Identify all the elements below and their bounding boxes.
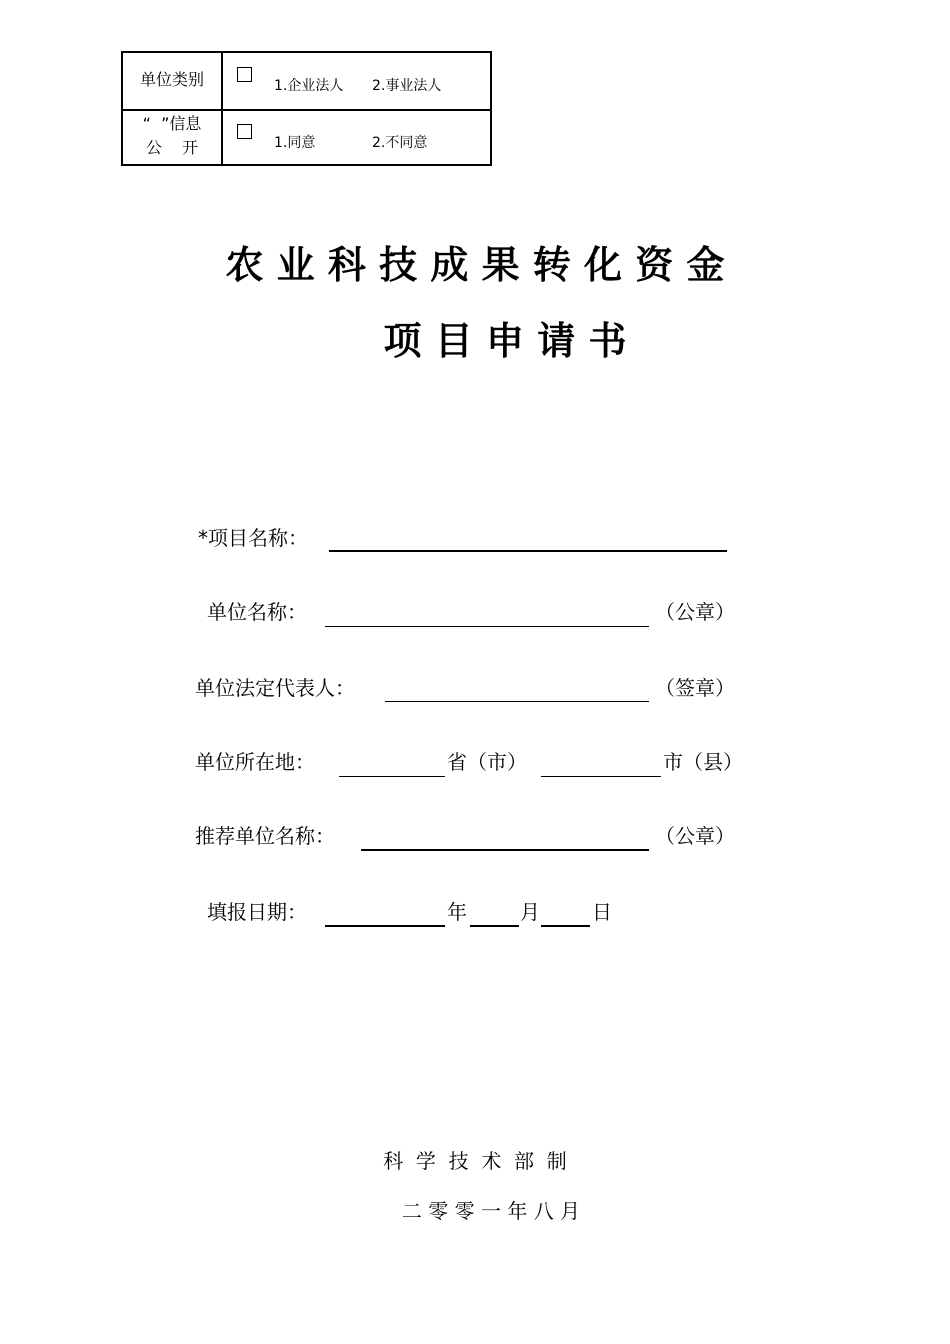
city-field[interactable] bbox=[541, 776, 661, 777]
project-name-field[interactable] bbox=[329, 550, 727, 552]
unit-type-label: 单位类别 bbox=[123, 53, 223, 109]
info-disclosure-checkbox[interactable] bbox=[237, 124, 252, 139]
date-day-suffix: 日 bbox=[592, 900, 612, 924]
unit-type-option-institution: 2.事业法人 bbox=[372, 78, 442, 94]
legal-rep-field[interactable] bbox=[385, 701, 649, 702]
unit-type-checkbox[interactable] bbox=[237, 67, 252, 82]
unit-seal-note: （公章） bbox=[655, 600, 735, 624]
info-disclosure-label-line1: “ ”信息 bbox=[142, 114, 202, 133]
date-day-field[interactable] bbox=[541, 925, 590, 927]
unit-type-option-enterprise: 1.企业法人 bbox=[274, 78, 344, 94]
info-disclosure-option-agree: 1.同意 bbox=[274, 135, 316, 151]
province-suffix: 省（市） bbox=[447, 750, 527, 774]
document-title: 农 业 科 技 成 果 转 化 资 金 bbox=[225, 243, 725, 287]
legal-rep-signature-note: （签章） bbox=[655, 676, 735, 700]
recommender-label: 推荐单位名称： bbox=[195, 824, 335, 848]
recommender-field[interactable] bbox=[361, 849, 649, 851]
document-subtitle: 项 目 申 请 书 bbox=[383, 319, 627, 363]
legal-rep-label: 单位法定代表人： bbox=[195, 676, 355, 700]
date-year-suffix: 年 bbox=[447, 900, 467, 924]
info-disclosure-option-disagree: 2.不同意 bbox=[372, 135, 428, 151]
date-month-suffix: 月 bbox=[520, 900, 540, 924]
city-suffix: 市（县） bbox=[663, 750, 743, 774]
location-label: 单位所在地： bbox=[195, 750, 315, 774]
unit-name-label: 单位名称： bbox=[207, 600, 307, 624]
date-label: 填报日期： bbox=[207, 900, 307, 924]
classification-table bbox=[121, 51, 492, 166]
date-month-field[interactable] bbox=[470, 925, 519, 927]
date-year-field[interactable] bbox=[325, 925, 445, 927]
info-disclosure-label-line2: 公 开 bbox=[145, 138, 199, 157]
recommender-seal-note: （公章） bbox=[655, 824, 735, 848]
issuer-line: 科 学 技 术 部 制 bbox=[383, 1149, 567, 1173]
province-field[interactable] bbox=[339, 776, 445, 777]
unit-name-field[interactable] bbox=[325, 626, 649, 627]
info-disclosure-label bbox=[123, 109, 223, 164]
project-name-label: *项目名称： bbox=[198, 526, 308, 550]
issue-date-line: 二 零 零 一 年 八 月 bbox=[401, 1199, 581, 1223]
